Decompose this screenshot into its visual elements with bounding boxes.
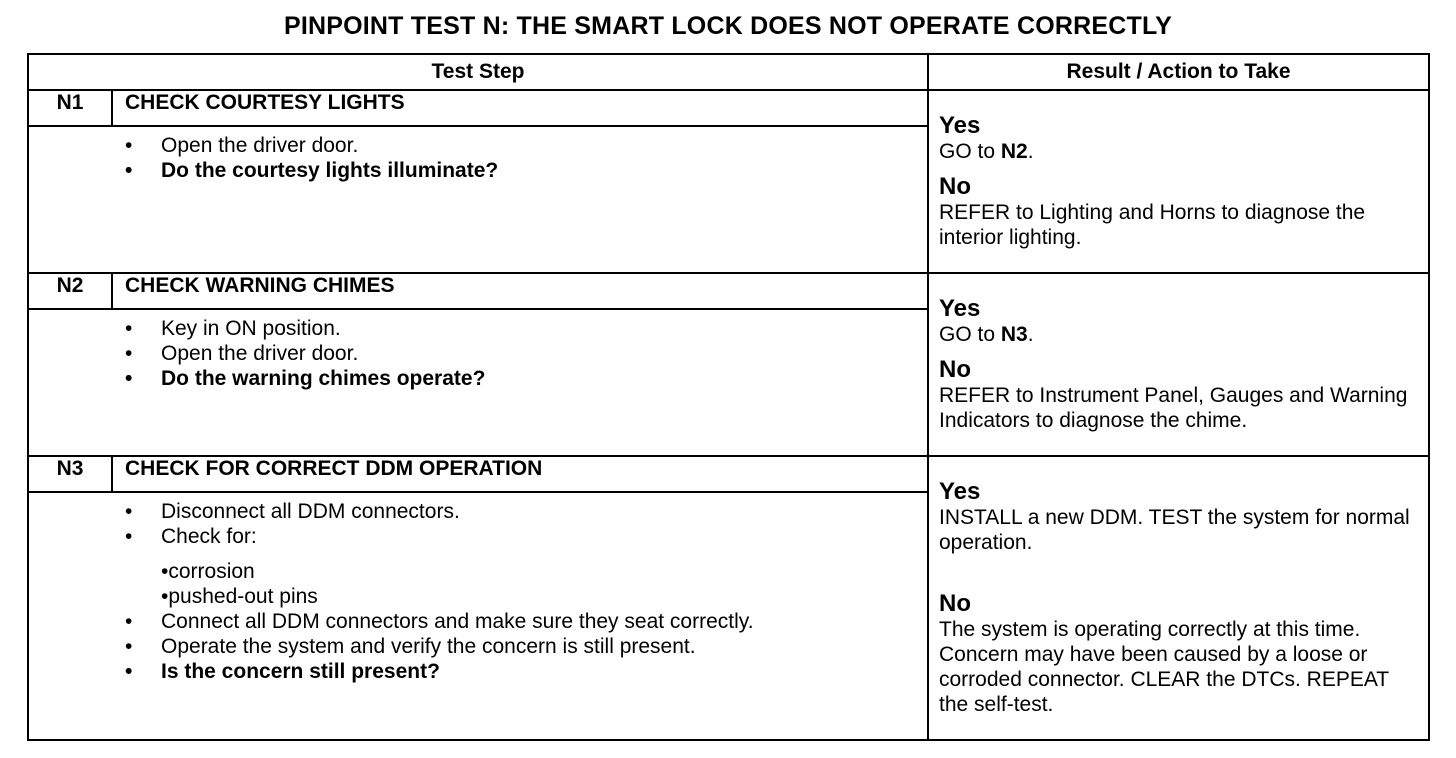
action-list	[29, 316, 917, 391]
step-actions-n3	[28, 492, 928, 740]
action-item: • Key in ON position.	[29, 316, 917, 341]
yes-text	[939, 139, 1418, 164]
yes-label: Yes	[939, 295, 981, 322]
result-header: Result / Action to Take	[928, 54, 1429, 90]
yes-text	[939, 322, 1418, 347]
action-item: • Open the driver door.	[29, 133, 917, 158]
yes-label: Yes	[939, 478, 981, 505]
action-item: • Operate the system and verify the concern is still present.	[29, 634, 917, 659]
no-answer	[939, 591, 1418, 717]
yes-ref: N2	[1000, 140, 1028, 163]
no-label: No	[939, 356, 971, 383]
step-actions-n1	[28, 126, 928, 273]
no-answer	[939, 357, 1418, 433]
sub-item: • corrosion	[29, 559, 917, 584]
action-item: • Connect all DDM connectors and make sure they seat correctly.	[29, 609, 917, 634]
step-id: N3	[28, 456, 112, 492]
yes-answer	[939, 296, 1418, 347]
question-item: • Do the courtesy lights illuminate?	[29, 158, 917, 183]
yes-label: Yes	[939, 112, 981, 139]
sub-list	[29, 559, 917, 609]
test-step-header: Test Step	[28, 54, 928, 90]
step-name: CHECK FOR CORRECT DDM OPERATION	[112, 456, 928, 492]
question-item: • Do the warning chimes operate?	[29, 366, 917, 391]
sub-item: • pushed-out pins	[29, 584, 917, 609]
step-row-n3	[28, 456, 1429, 492]
action-item: • Disconnect all DDM connectors.	[29, 499, 917, 524]
no-label: No	[939, 173, 971, 200]
yes-answer	[939, 113, 1418, 164]
yes-ref: N3	[1000, 323, 1028, 346]
yes-suffix: .	[1027, 323, 1034, 346]
step-actions-n2	[28, 309, 928, 456]
result-cell-n2	[928, 273, 1429, 456]
pinpoint-test-table	[27, 53, 1430, 741]
step-row-n2	[28, 273, 1429, 309]
no-text: The system is operating correctly at this time. Concern may have been caused by a loose or corroded connector. CLEAR the DTCs. REPEAT the self-test.	[939, 618, 1389, 716]
step-id: N2	[28, 273, 112, 309]
no-answer	[939, 174, 1418, 250]
action-item: • Check for:	[29, 524, 917, 549]
yes-answer	[939, 479, 1418, 555]
action-list	[29, 133, 917, 183]
no-text: REFER to Instrument Panel, Gauges and Warning Indicators to diagnose the chime.	[939, 384, 1408, 432]
result-cell-n3	[928, 456, 1429, 740]
action-item: • Open the driver door.	[29, 341, 917, 366]
result-cell-n1	[928, 90, 1429, 273]
question-item: • Is the concern still present?	[29, 659, 917, 684]
no-label: No	[939, 590, 971, 617]
page-title: PINPOINT TEST N: THE SMART LOCK DOES NOT OPERATE CORRECTLY	[283, 12, 1173, 40]
yes-text-main: GO to	[939, 323, 1001, 346]
yes-text-main: GO to	[939, 140, 1001, 163]
yes-suffix: .	[1027, 140, 1034, 163]
action-list	[29, 499, 917, 549]
step-name: CHECK COURTESY LIGHTS	[112, 90, 928, 126]
action-list	[29, 609, 917, 684]
step-id: N1	[28, 90, 112, 126]
yes-text: INSTALL a new DDM. TEST the system for normal operation.	[939, 506, 1410, 554]
step-name: CHECK WARNING CHIMES	[112, 273, 928, 309]
header-row	[28, 54, 1429, 90]
no-text: REFER to Lighting and Horns to diagnose the interior lighting.	[939, 201, 1366, 249]
step-row-n1	[28, 90, 1429, 126]
